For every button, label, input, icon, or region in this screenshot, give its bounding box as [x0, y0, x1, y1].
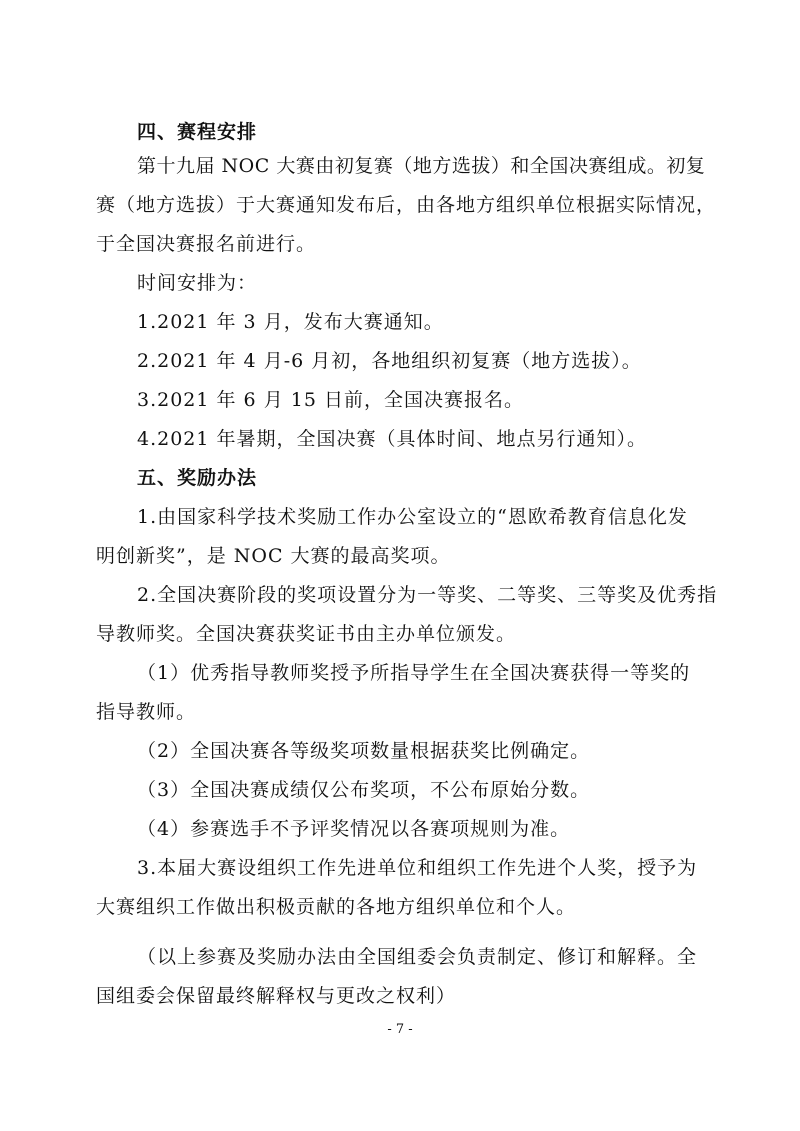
award-item-line: 1.由国家科学技术奖励工作办公室设立的“恩欧希教育信息化发: [137, 506, 688, 528]
schedule-item: 3.2021 年 6 月 15 日前，全国决赛报名。: [137, 389, 524, 411]
paragraph-line: 第十九届 NOC 大赛由初复赛（地方选拔）和全国决赛组成。初复: [137, 155, 706, 177]
award-item-line: 2.全国决赛阶段的奖项设置分为一等奖、二等奖、三等奖及优秀指: [137, 584, 718, 606]
award-subitem-line: （1）优秀指导教师奖授予所指导学生在全国决赛获得一等奖的: [137, 662, 691, 684]
paragraph-line: 于全国决赛报名前进行。: [96, 233, 317, 255]
award-item-line: 明创新奖”，是 NOC 大赛的最高奖项。: [96, 545, 451, 567]
award-item-line: 3.本届大赛设组织工作先进单位和组织工作先进个人奖，授予为: [137, 857, 698, 879]
paragraph-line: 赛（地方选拔）于大赛通知发布后，由各地方组织单位根据实际情况，: [96, 194, 717, 216]
schedule-item: 1.2021 年 3 月，发布大赛通知。: [137, 311, 444, 333]
section-heading-schedule: 四、赛程安排: [137, 121, 258, 143]
page-number: - 7 -: [387, 1022, 413, 1037]
award-subitem-line: （3）全国决赛成绩仅公布奖项，不公布原始分数。: [137, 779, 591, 801]
award-subitem-line: （2）全国决赛各等级奖项数量根据获奖比例确定。: [137, 740, 591, 762]
award-subitem-line: （4）参赛选手不予评奖情况以各赛项规则为准。: [137, 818, 571, 840]
award-item-line: 大赛组织工作做出积极贡献的各地方组织单位和个人。: [96, 896, 577, 918]
closing-note-line: 国组委会保留最终解释权与更改之权利）: [96, 985, 457, 1007]
closing-note-line: （以上参赛及奖励办法由全国组委会负责制定、修订和解释。全: [137, 946, 698, 968]
schedule-item: 4.2021 年暑期，全国决赛（具体时间、地点另行通知）。: [137, 428, 648, 450]
award-item-line: 导教师奖。全国决赛获奖证书由主办单位颁发。: [96, 623, 517, 645]
schedule-intro: 时间安排为：: [137, 272, 258, 294]
section-heading-awards: 五、奖励办法: [137, 467, 258, 489]
award-subitem-line: 指导教师。: [96, 701, 197, 723]
schedule-item: 2.2021 年 4 月-6 月初，各地组织初复赛（地方选拔）。: [137, 350, 642, 372]
